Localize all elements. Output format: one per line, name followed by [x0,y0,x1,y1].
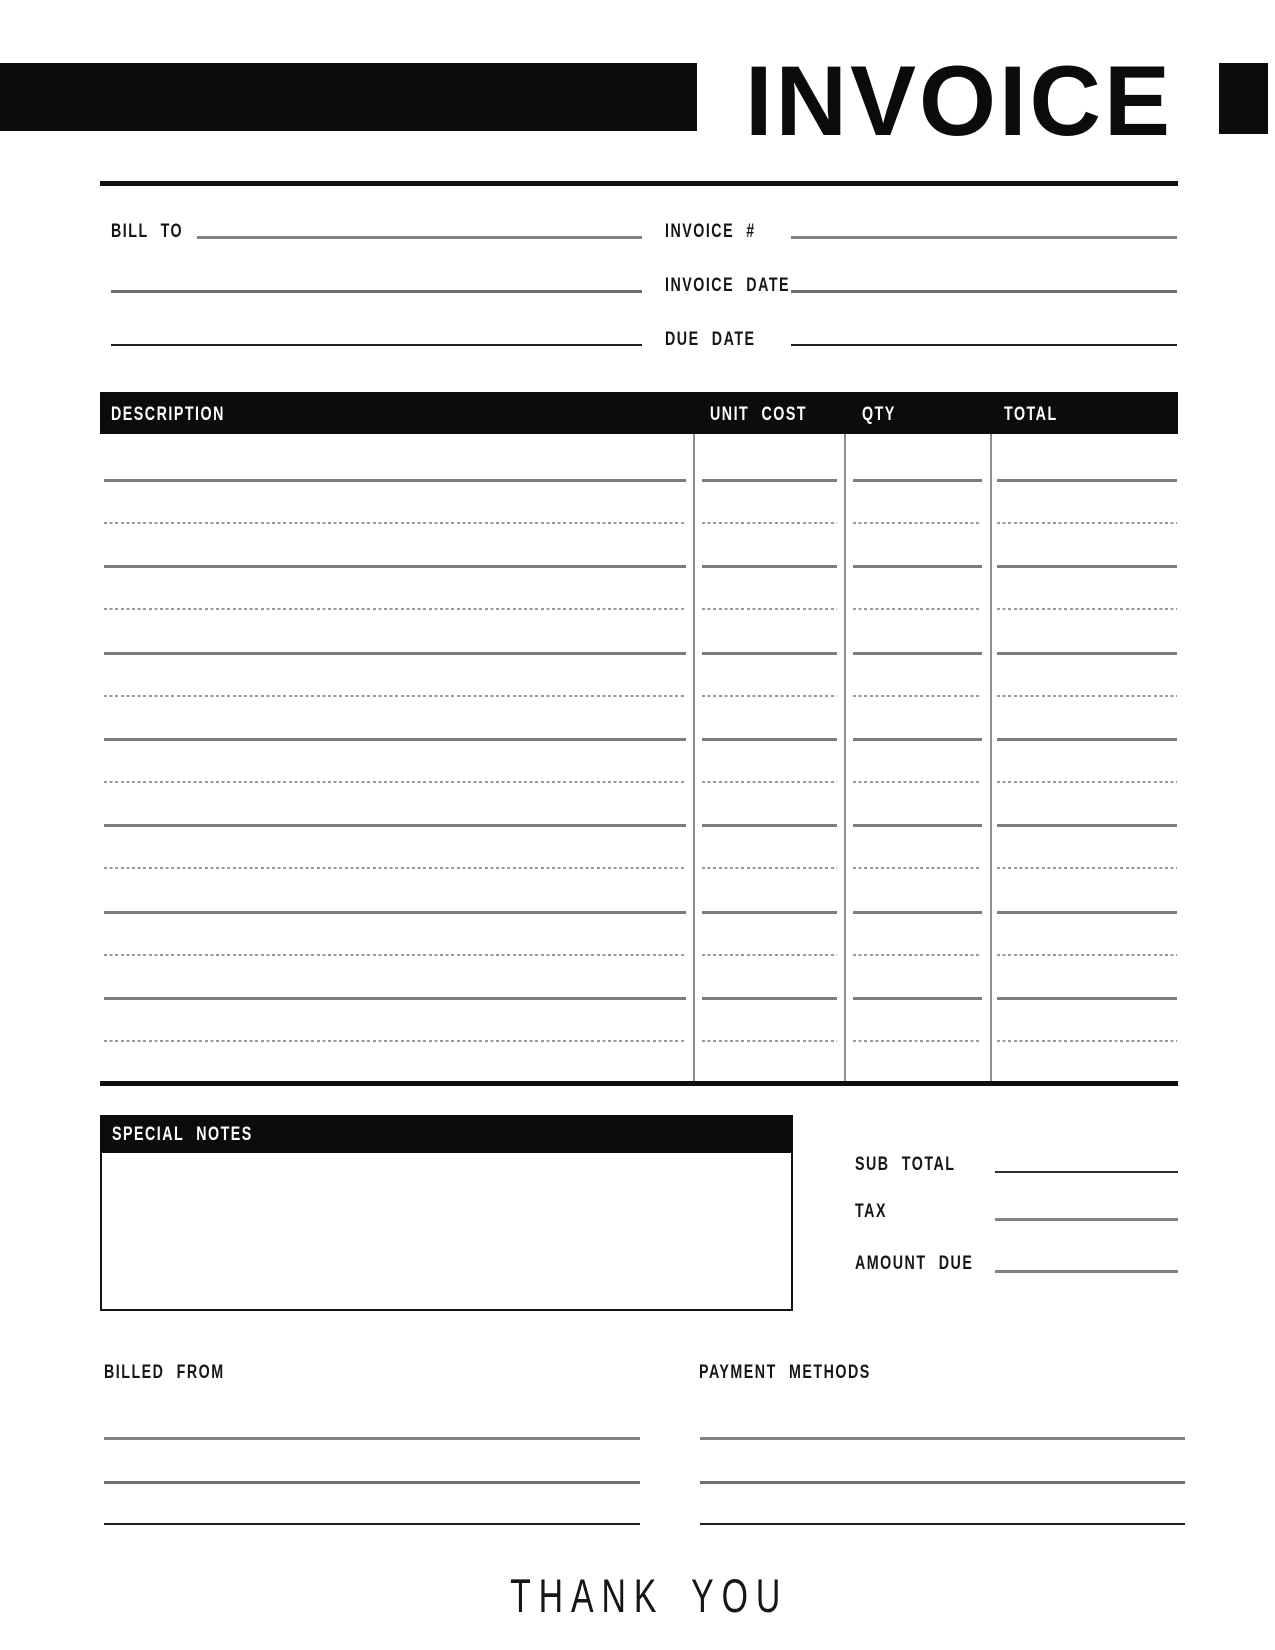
row-line [997,565,1177,568]
column-divider-2 [844,434,846,1081]
row-line [997,479,1177,482]
sub-total-line [995,1171,1178,1173]
thank-you-text: THANK YOU [510,1569,789,1622]
row-line [702,911,837,914]
row-line [853,824,982,827]
row-line [702,479,837,482]
billed-from-label: BILLED FROM [104,1362,225,1383]
row-line [104,608,686,610]
payment-methods-label: PAYMENT METHODS [699,1362,871,1383]
amount-due-line [995,1270,1178,1273]
row-line [853,652,982,655]
invoice-number-line [791,236,1177,239]
row-line [104,652,686,655]
col-total-label: TOTAL [1004,404,1058,425]
payment-methods-line-3 [700,1523,1185,1525]
bill-to-label: BILL TO [111,221,184,242]
tax-line [995,1218,1178,1221]
billed-from-line-1 [104,1437,640,1440]
amount-due-label: AMOUNT DUE [855,1253,974,1274]
row-line [853,997,982,1000]
row-line [104,997,686,1000]
row-line [702,608,837,610]
header-black-banner [0,63,697,131]
row-line [104,781,686,783]
row-line [702,738,837,741]
row-line [104,911,686,914]
row-line [997,608,1177,610]
sub-total-label: SUB TOTAL [855,1154,956,1175]
header-rule [100,181,1178,186]
row-line [702,781,837,783]
row-line [853,479,982,482]
row-line [104,695,686,697]
thank-you-wrap [0,1569,1275,1622]
row-line [853,954,982,956]
row-line [702,824,837,827]
row-line [853,867,982,869]
row-line [104,479,686,482]
row-line [702,522,837,524]
invoice-number-label: INVOICE # [665,221,756,242]
bill-to-line-1 [197,236,642,239]
invoice-date-label: INVOICE DATE [665,275,791,296]
row-line [853,781,982,783]
bill-to-line-2 [111,290,642,293]
bill-to-line-3 [111,344,642,346]
col-unit-cost-label: UNIT COST [710,404,808,425]
billed-from-line-2 [104,1481,640,1484]
row-line [104,1040,686,1042]
col-qty-label: QTY [862,404,896,425]
row-line [702,652,837,655]
row-line [997,781,1177,783]
row-line [104,867,686,869]
row-line [702,997,837,1000]
row-line [997,652,1177,655]
row-line [997,997,1177,1000]
row-line [853,565,982,568]
row-line [104,522,686,524]
row-line [853,695,982,697]
special-notes-header [100,1115,793,1153]
row-line [997,911,1177,914]
billed-from-line-3 [104,1523,640,1525]
row-line [702,1040,837,1042]
due-date-label: DUE DATE [665,329,756,350]
row-line [997,954,1177,956]
special-notes-label: SPECIAL NOTES [112,1124,253,1145]
row-line [702,954,837,956]
title-accent-square [1219,63,1268,134]
row-line [853,738,982,741]
row-line [853,911,982,914]
row-line [104,738,686,741]
payment-methods-line-1 [700,1437,1185,1440]
row-line [104,565,686,568]
row-line [853,1040,982,1042]
special-notes-box [100,1115,793,1311]
row-line [104,824,686,827]
col-description-label: DESCRIPTION [111,404,225,425]
column-divider-3 [990,434,992,1081]
row-line [104,954,686,956]
row-line [997,1040,1177,1042]
column-divider-1 [693,434,695,1081]
table-bottom-rule [100,1081,1178,1086]
payment-methods-line-2 [700,1481,1185,1484]
row-line [853,522,982,524]
row-line [853,608,982,610]
row-line [997,695,1177,697]
row-line [702,565,837,568]
row-line [997,522,1177,524]
row-line [997,738,1177,741]
row-line [702,867,837,869]
page-title: INVOICE [745,45,1174,156]
tax-label: TAX [855,1201,887,1222]
due-date-line [791,344,1177,346]
row-line [997,824,1177,827]
row-line [997,867,1177,869]
row-line [702,695,837,697]
invoice-date-line [791,290,1177,293]
